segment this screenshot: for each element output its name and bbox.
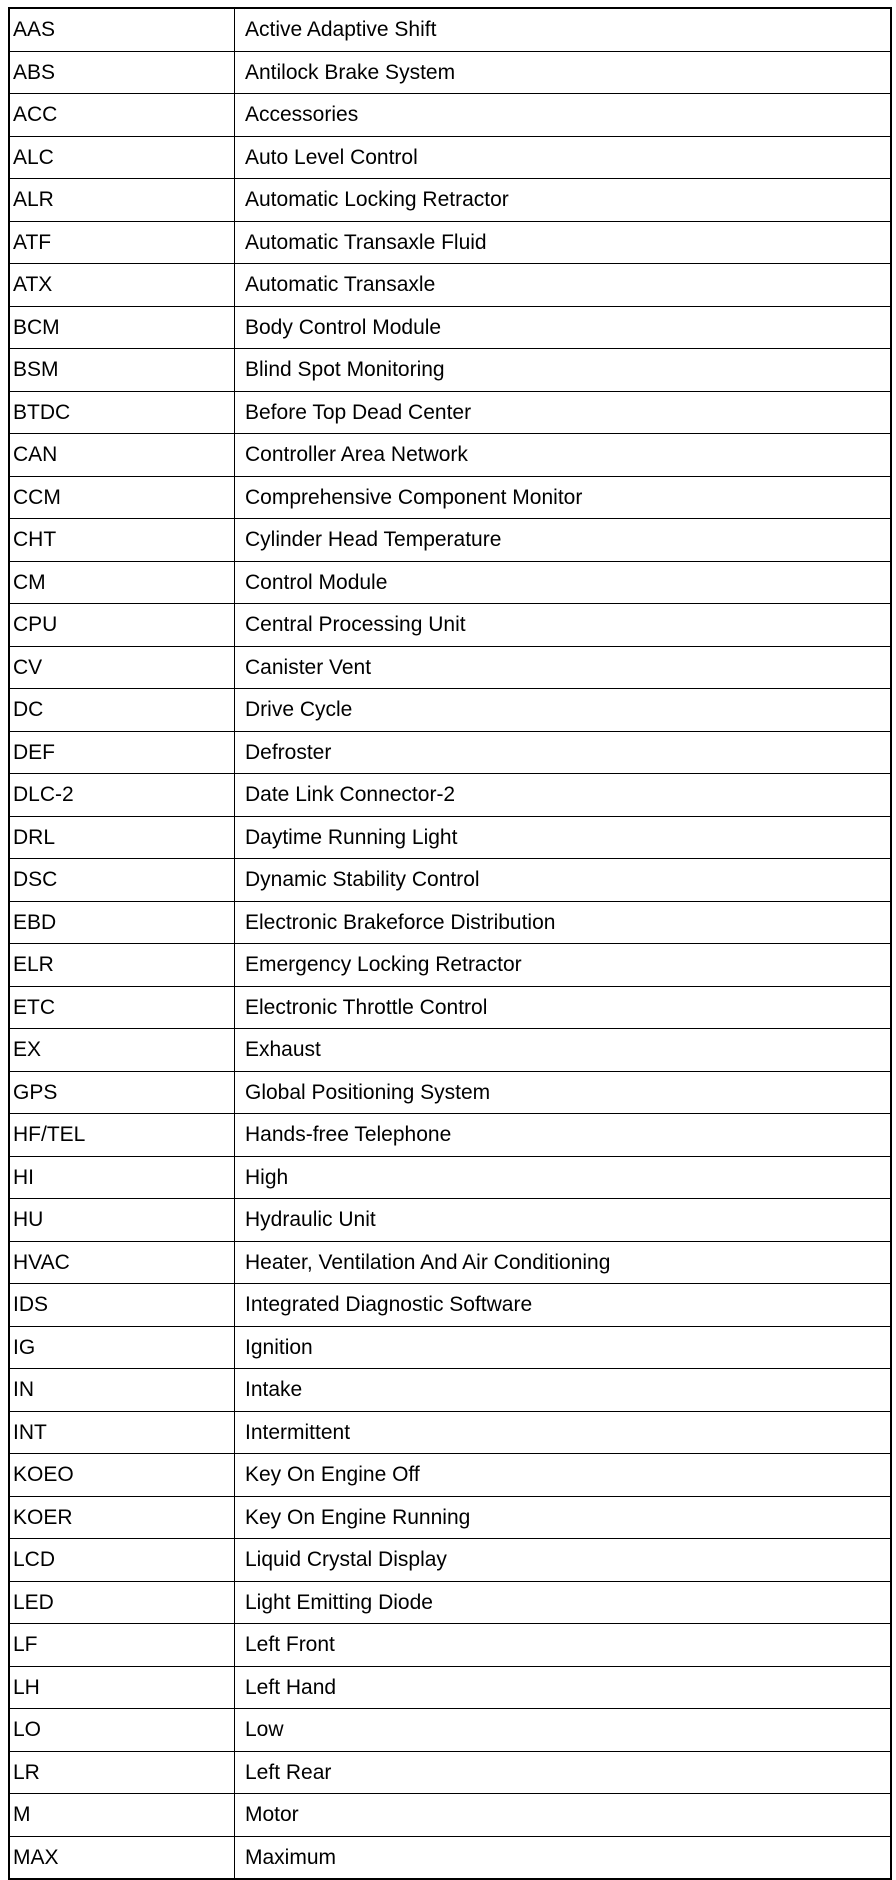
definition-cell: Electronic Throttle Control: [235, 986, 892, 1029]
table-row: [9, 1581, 891, 1624]
table-row: [9, 349, 891, 392]
abbreviation-cell: ELR: [9, 944, 235, 987]
table-row: [9, 1326, 891, 1369]
definition-cell: Low: [235, 1709, 892, 1752]
abbreviation-cell: GPS: [9, 1071, 235, 1114]
table-row: [9, 1199, 891, 1242]
abbreviation-cell: HU: [9, 1199, 235, 1242]
definition-cell: Automatic Transaxle: [235, 264, 892, 307]
abbreviation-cell: LCD: [9, 1539, 235, 1582]
definition-cell: Integrated Diagnostic Software: [235, 1284, 892, 1327]
definition-cell: Hydraulic Unit: [235, 1199, 892, 1242]
abbreviation-cell: MAX: [9, 1836, 235, 1879]
definition-cell: Accessories: [235, 94, 892, 137]
definition-cell: Central Processing Unit: [235, 604, 892, 647]
definition-cell: Left Front: [235, 1624, 892, 1667]
definition-cell: Control Module: [235, 561, 892, 604]
definition-cell: Automatic Transaxle Fluid: [235, 221, 892, 264]
table-row: [9, 986, 891, 1029]
table-row: [9, 604, 891, 647]
definition-cell: Body Control Module: [235, 306, 892, 349]
abbreviation-cell: EX: [9, 1029, 235, 1072]
table-row: [9, 1539, 891, 1582]
abbreviation-cell: KOER: [9, 1496, 235, 1539]
definition-cell: Emergency Locking Retractor: [235, 944, 892, 987]
abbreviation-cell: IDS: [9, 1284, 235, 1327]
abbreviation-cell: LR: [9, 1751, 235, 1794]
table-row: [9, 1454, 891, 1497]
definition-cell: Key On Engine Running: [235, 1496, 892, 1539]
abbreviation-table-body: [9, 8, 891, 1879]
abbreviation-cell: LO: [9, 1709, 235, 1752]
abbreviation-cell: ABS: [9, 51, 235, 94]
definition-cell: Cylinder Head Temperature: [235, 519, 892, 562]
table-row: [9, 816, 891, 859]
table-row: [9, 391, 891, 434]
table-row: [9, 1241, 891, 1284]
table-row: [9, 1029, 891, 1072]
abbreviation-cell: AAS: [9, 8, 235, 51]
definition-cell: Canister Vent: [235, 646, 892, 689]
definition-cell: Daytime Running Light: [235, 816, 892, 859]
table-row: [9, 221, 891, 264]
table-row: [9, 434, 891, 477]
table-row: [9, 136, 891, 179]
table-row: [9, 94, 891, 137]
abbreviation-cell: ATF: [9, 221, 235, 264]
abbreviation-cell: CM: [9, 561, 235, 604]
table-row: [9, 1114, 891, 1157]
definition-cell: Active Adaptive Shift: [235, 8, 892, 51]
abbreviation-cell: M: [9, 1794, 235, 1837]
table-row: [9, 944, 891, 987]
abbreviation-cell: LH: [9, 1666, 235, 1709]
table-row: [9, 1071, 891, 1114]
table-row: [9, 1666, 891, 1709]
table-row: [9, 476, 891, 519]
definition-cell: Drive Cycle: [235, 689, 892, 732]
abbreviation-cell: HF/TEL: [9, 1114, 235, 1157]
table-row: [9, 1836, 891, 1879]
definition-cell: Intake: [235, 1369, 892, 1412]
abbreviation-cell: CAN: [9, 434, 235, 477]
table-row: [9, 8, 891, 51]
abbreviation-cell: ALC: [9, 136, 235, 179]
table-row: [9, 774, 891, 817]
definition-cell: Auto Level Control: [235, 136, 892, 179]
definition-cell: Before Top Dead Center: [235, 391, 892, 434]
abbreviation-cell: DSC: [9, 859, 235, 902]
definition-cell: Motor: [235, 1794, 892, 1837]
table-row: [9, 179, 891, 222]
abbreviation-cell: ALR: [9, 179, 235, 222]
table-row: [9, 1709, 891, 1752]
definition-cell: Dynamic Stability Control: [235, 859, 892, 902]
table-row: [9, 561, 891, 604]
abbreviation-cell: CCM: [9, 476, 235, 519]
table-row: [9, 1751, 891, 1794]
table-row: [9, 51, 891, 94]
abbreviation-table: [8, 7, 892, 1880]
definition-cell: Antilock Brake System: [235, 51, 892, 94]
abbreviation-cell: IN: [9, 1369, 235, 1412]
abbreviation-cell: CHT: [9, 519, 235, 562]
table-row: [9, 1624, 891, 1667]
abbreviation-cell: CPU: [9, 604, 235, 647]
abbreviation-cell: DRL: [9, 816, 235, 859]
definition-cell: Key On Engine Off: [235, 1454, 892, 1497]
definition-cell: Left Hand: [235, 1666, 892, 1709]
table-row: [9, 519, 891, 562]
abbreviation-cell: HVAC: [9, 1241, 235, 1284]
table-row: [9, 306, 891, 349]
definition-cell: Intermittent: [235, 1411, 892, 1454]
definition-cell: Electronic Brakeforce Distribution: [235, 901, 892, 944]
abbreviation-cell: LF: [9, 1624, 235, 1667]
table-row: [9, 646, 891, 689]
definition-cell: Liquid Crystal Display: [235, 1539, 892, 1582]
definition-cell: Hands-free Telephone: [235, 1114, 892, 1157]
table-row: [9, 1369, 891, 1412]
abbreviation-cell: BSM: [9, 349, 235, 392]
table-row: [9, 1496, 891, 1539]
abbreviation-cell: DEF: [9, 731, 235, 774]
abbreviation-cell: ACC: [9, 94, 235, 137]
abbreviation-cell: CV: [9, 646, 235, 689]
definition-cell: Controller Area Network: [235, 434, 892, 477]
table-row: [9, 859, 891, 902]
definition-cell: Automatic Locking Retractor: [235, 179, 892, 222]
table-row: [9, 1284, 891, 1327]
abbreviation-cell: DC: [9, 689, 235, 732]
table-row: [9, 731, 891, 774]
table-row: [9, 689, 891, 732]
definition-cell: Comprehensive Component Monitor: [235, 476, 892, 519]
table-row: [9, 264, 891, 307]
abbreviation-cell: BTDC: [9, 391, 235, 434]
abbreviation-cell: DLC-2: [9, 774, 235, 817]
abbreviation-cell: IG: [9, 1326, 235, 1369]
table-row: [9, 1794, 891, 1837]
definition-cell: Left Rear: [235, 1751, 892, 1794]
table-row: [9, 1411, 891, 1454]
table-row: [9, 901, 891, 944]
abbreviation-cell: ATX: [9, 264, 235, 307]
definition-cell: Global Positioning System: [235, 1071, 892, 1114]
abbreviation-cell: HI: [9, 1156, 235, 1199]
table-row: [9, 1156, 891, 1199]
definition-cell: Exhaust: [235, 1029, 892, 1072]
definition-cell: Maximum: [235, 1836, 892, 1879]
definition-cell: High: [235, 1156, 892, 1199]
abbreviation-cell: BCM: [9, 306, 235, 349]
definition-cell: Light Emitting Diode: [235, 1581, 892, 1624]
abbreviation-cell: ETC: [9, 986, 235, 1029]
definition-cell: Ignition: [235, 1326, 892, 1369]
abbreviation-cell: KOEO: [9, 1454, 235, 1497]
definition-cell: Defroster: [235, 731, 892, 774]
definition-cell: Heater, Ventilation And Air Conditioning: [235, 1241, 892, 1284]
definition-cell: Blind Spot Monitoring: [235, 349, 892, 392]
abbreviation-cell: LED: [9, 1581, 235, 1624]
abbreviation-cell: EBD: [9, 901, 235, 944]
abbreviation-cell: INT: [9, 1411, 235, 1454]
definition-cell: Date Link Connector-2: [235, 774, 892, 817]
